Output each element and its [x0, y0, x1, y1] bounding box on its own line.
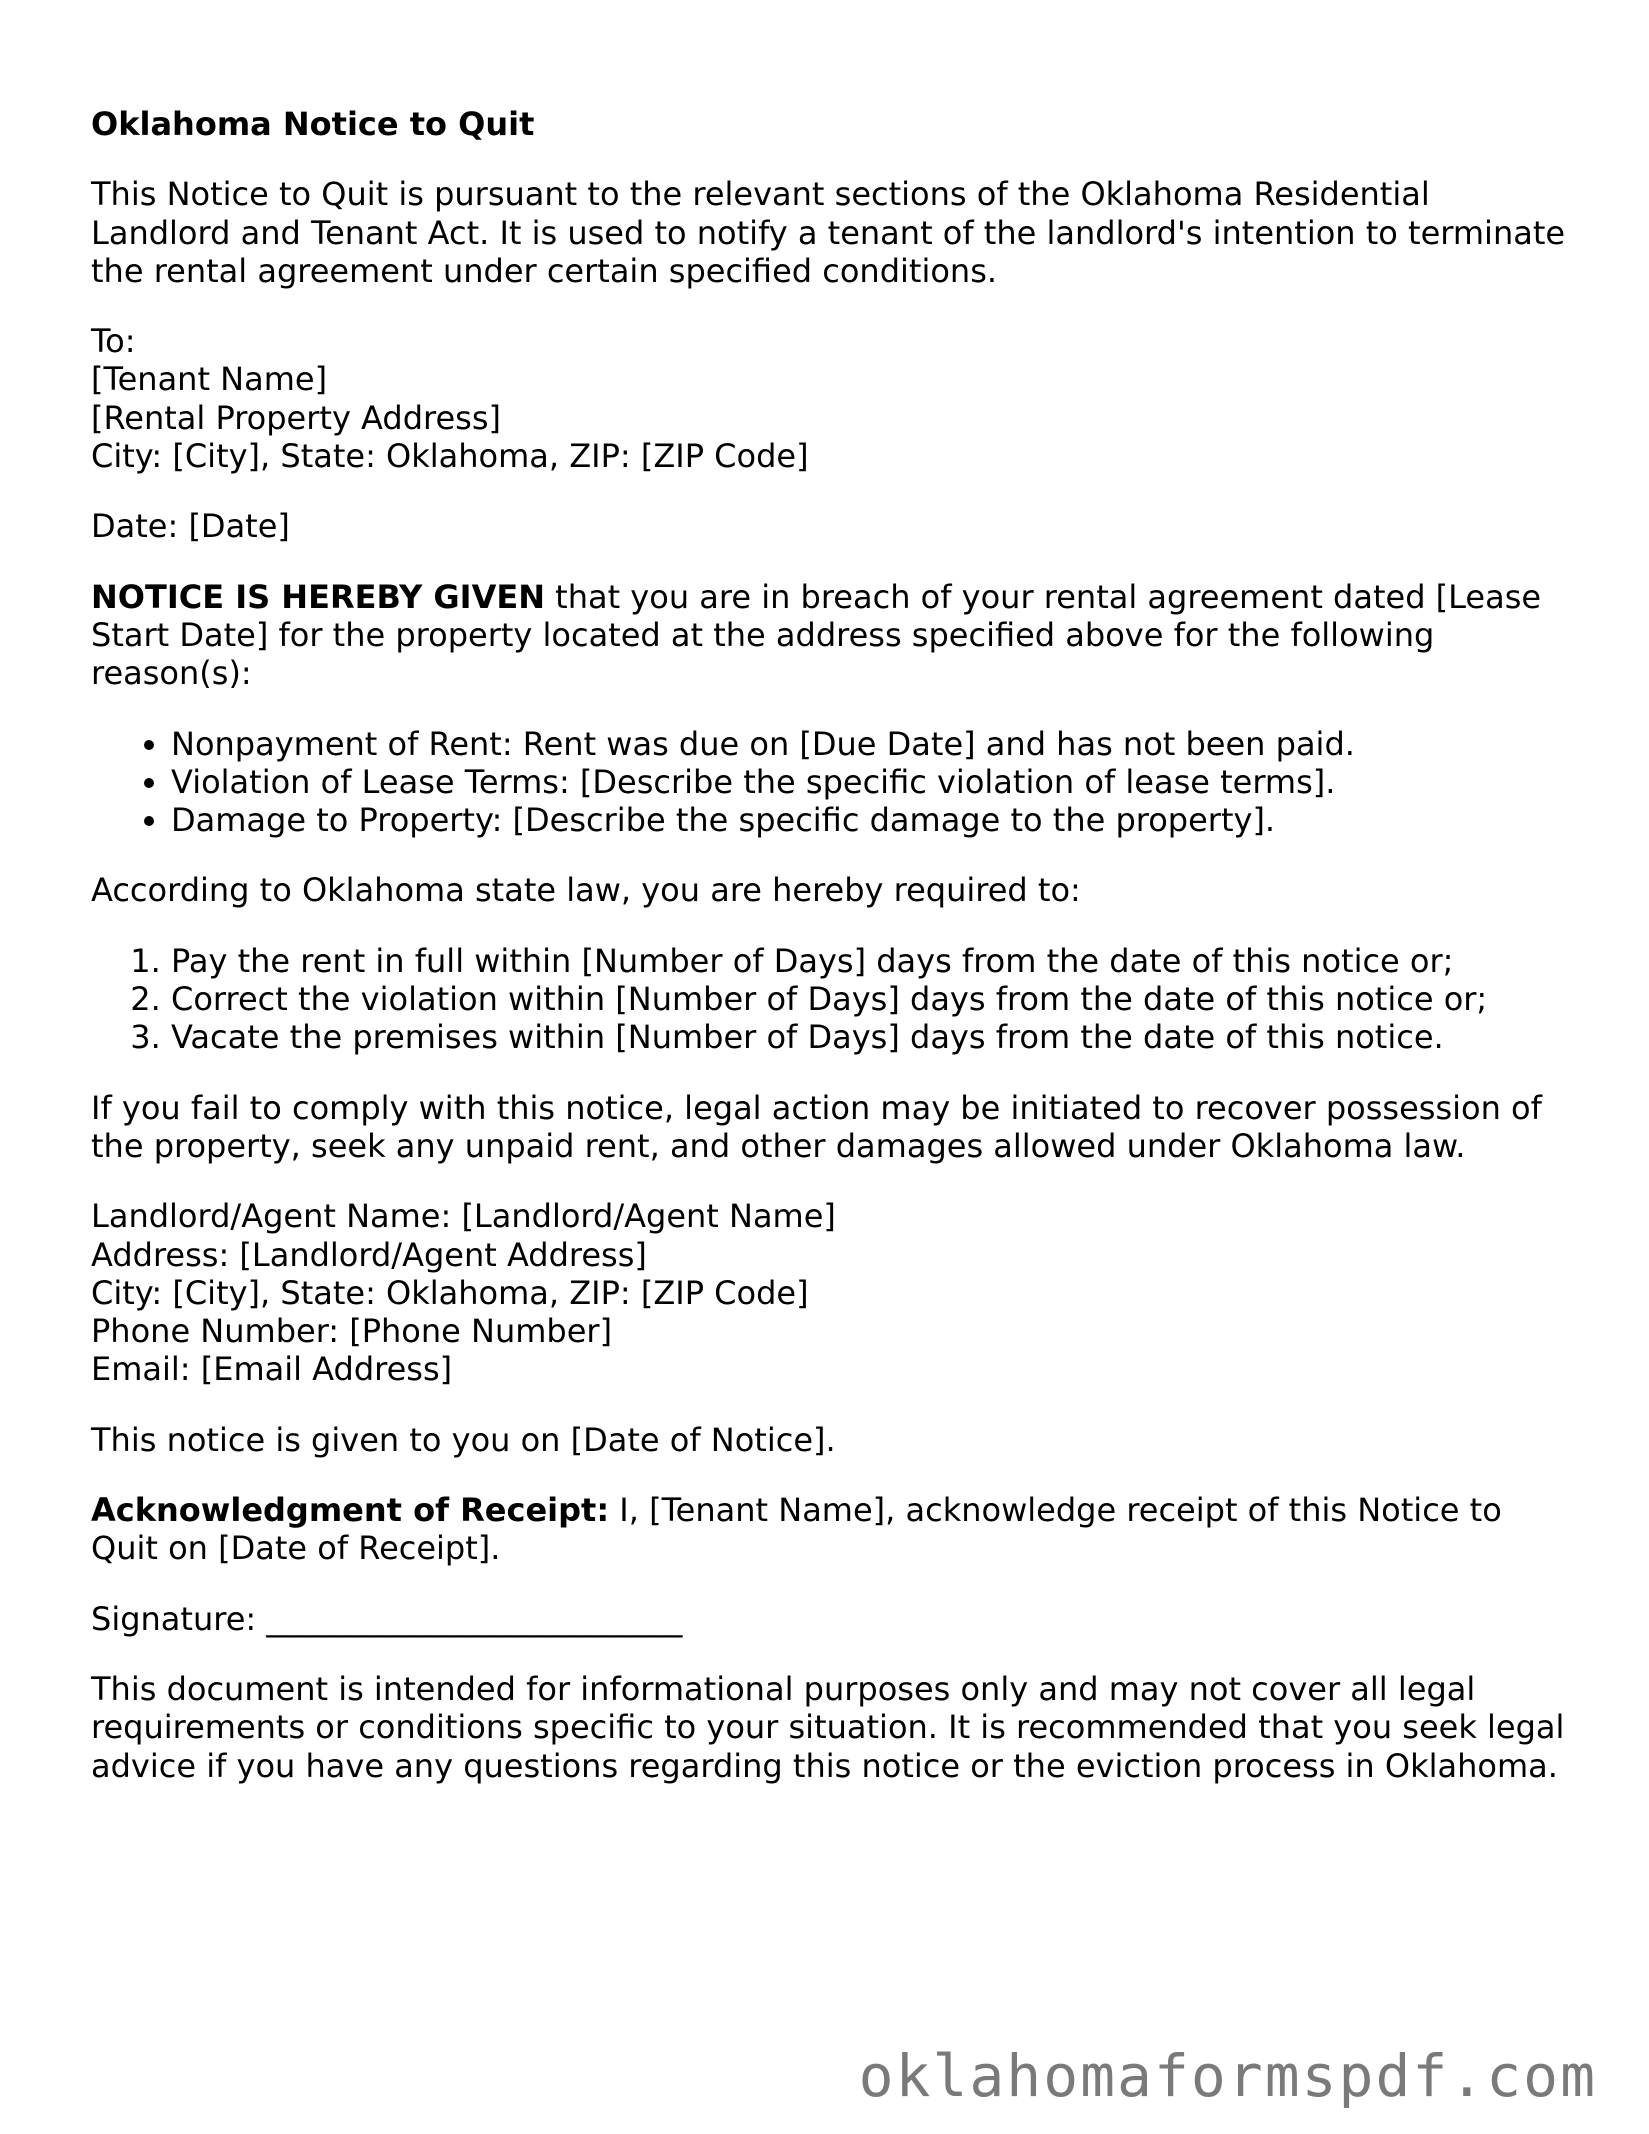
acknowledgment-paragraph [91, 1491, 1571, 1568]
document-page [91, 105, 1571, 1817]
list-item: 2. Correct the violation within [Number of Days] days from the date of this notice or; [171, 980, 1571, 1018]
list-item: 1. Pay the rent in full within [Number of Days] days from the date of this notice or; [171, 942, 1571, 980]
landlord-block [91, 1197, 1571, 1388]
recipient-block [91, 322, 1571, 475]
requirement-intro: According to Oklahoma state law, you are hereby required to: [91, 871, 1081, 910]
signature-line: Signature: __________________________ [91, 1599, 683, 1638]
document-title: Oklahoma Notice to Quit [91, 105, 535, 143]
landlord-address: Address: [Landlord/Agent Address] [91, 1235, 647, 1274]
notice-paragraph [91, 578, 1571, 693]
disclaimer-paragraph: This document is intended for informational purposes only and may not cover all legal requirements or conditions specific to your situation. It is recommended that you seek legal advice if you have any questions regarding this notice or the eviction process in Oklahoma. [91, 1669, 1565, 1785]
list-item: • Nonpayment of Rent: Rent was due on [Due Date] and has not been paid. [171, 725, 1571, 763]
notice-text: that you are in breach of your rental agreement dated [Lease Start Date] for the property located at the address specified above for the following reason(s): [91, 577, 1542, 693]
list-item: 3. Vacate the premises within [Number of Days] days from the date of this notice. [171, 1018, 1571, 1056]
intro-paragraph: This Notice to Quit is pursuant to the relevant sections of the Oklahoma Residential Landlord and Tenant Act. It is used to notify a tenant of the landlord's intention to terminate the rental agreement under certain specified conditions. [91, 175, 1566, 290]
landlord-name: Landlord/Agent Name: [Landlord/Agent Name] [91, 1197, 836, 1236]
reasons-list [91, 725, 1571, 840]
recipient-city-state-zip: City: [City], State: Oklahoma, ZIP: [ZIP Code] [91, 437, 809, 476]
to-label: To: [91, 322, 136, 361]
list-item: • Damage to Property: [Describe the specific damage to the property]. [171, 801, 1571, 839]
property-address: [Rental Property Address] [91, 398, 501, 437]
acknowledgment-heading: Acknowledgment of Receipt: [91, 1491, 610, 1530]
site-watermark: oklahomaformspdf.com [858, 2042, 1597, 2110]
landlord-email: Email: [Email Address] [91, 1350, 453, 1389]
landlord-city-state-zip: City: [City], State: Oklahoma, ZIP: [ZIP Code] [91, 1273, 809, 1312]
list-item: • Violation of Lease Terms: [Describe the specific violation of lease terms]. [171, 763, 1571, 801]
notice-heading: NOTICE IS HEREBY GIVEN [91, 577, 545, 616]
tenant-name: [Tenant Name] [91, 360, 328, 399]
consequence-paragraph: If you fail to comply with this notice, legal action may be initiated to recover possession of the property, seek any unpaid rent, and other damages allowed under Oklahoma law. [91, 1088, 1542, 1165]
requirements-list [91, 942, 1571, 1057]
date-line: Date: [Date] [91, 507, 290, 546]
given-on-line: This notice is given to you on [Date of Notice]. [91, 1420, 836, 1459]
landlord-phone: Phone Number: [Phone Number] [91, 1312, 613, 1351]
acknowledgment-text: I, [Tenant Name], acknowledge receipt of this Notice to Quit on [Date of Receipt]. [91, 1491, 1502, 1568]
